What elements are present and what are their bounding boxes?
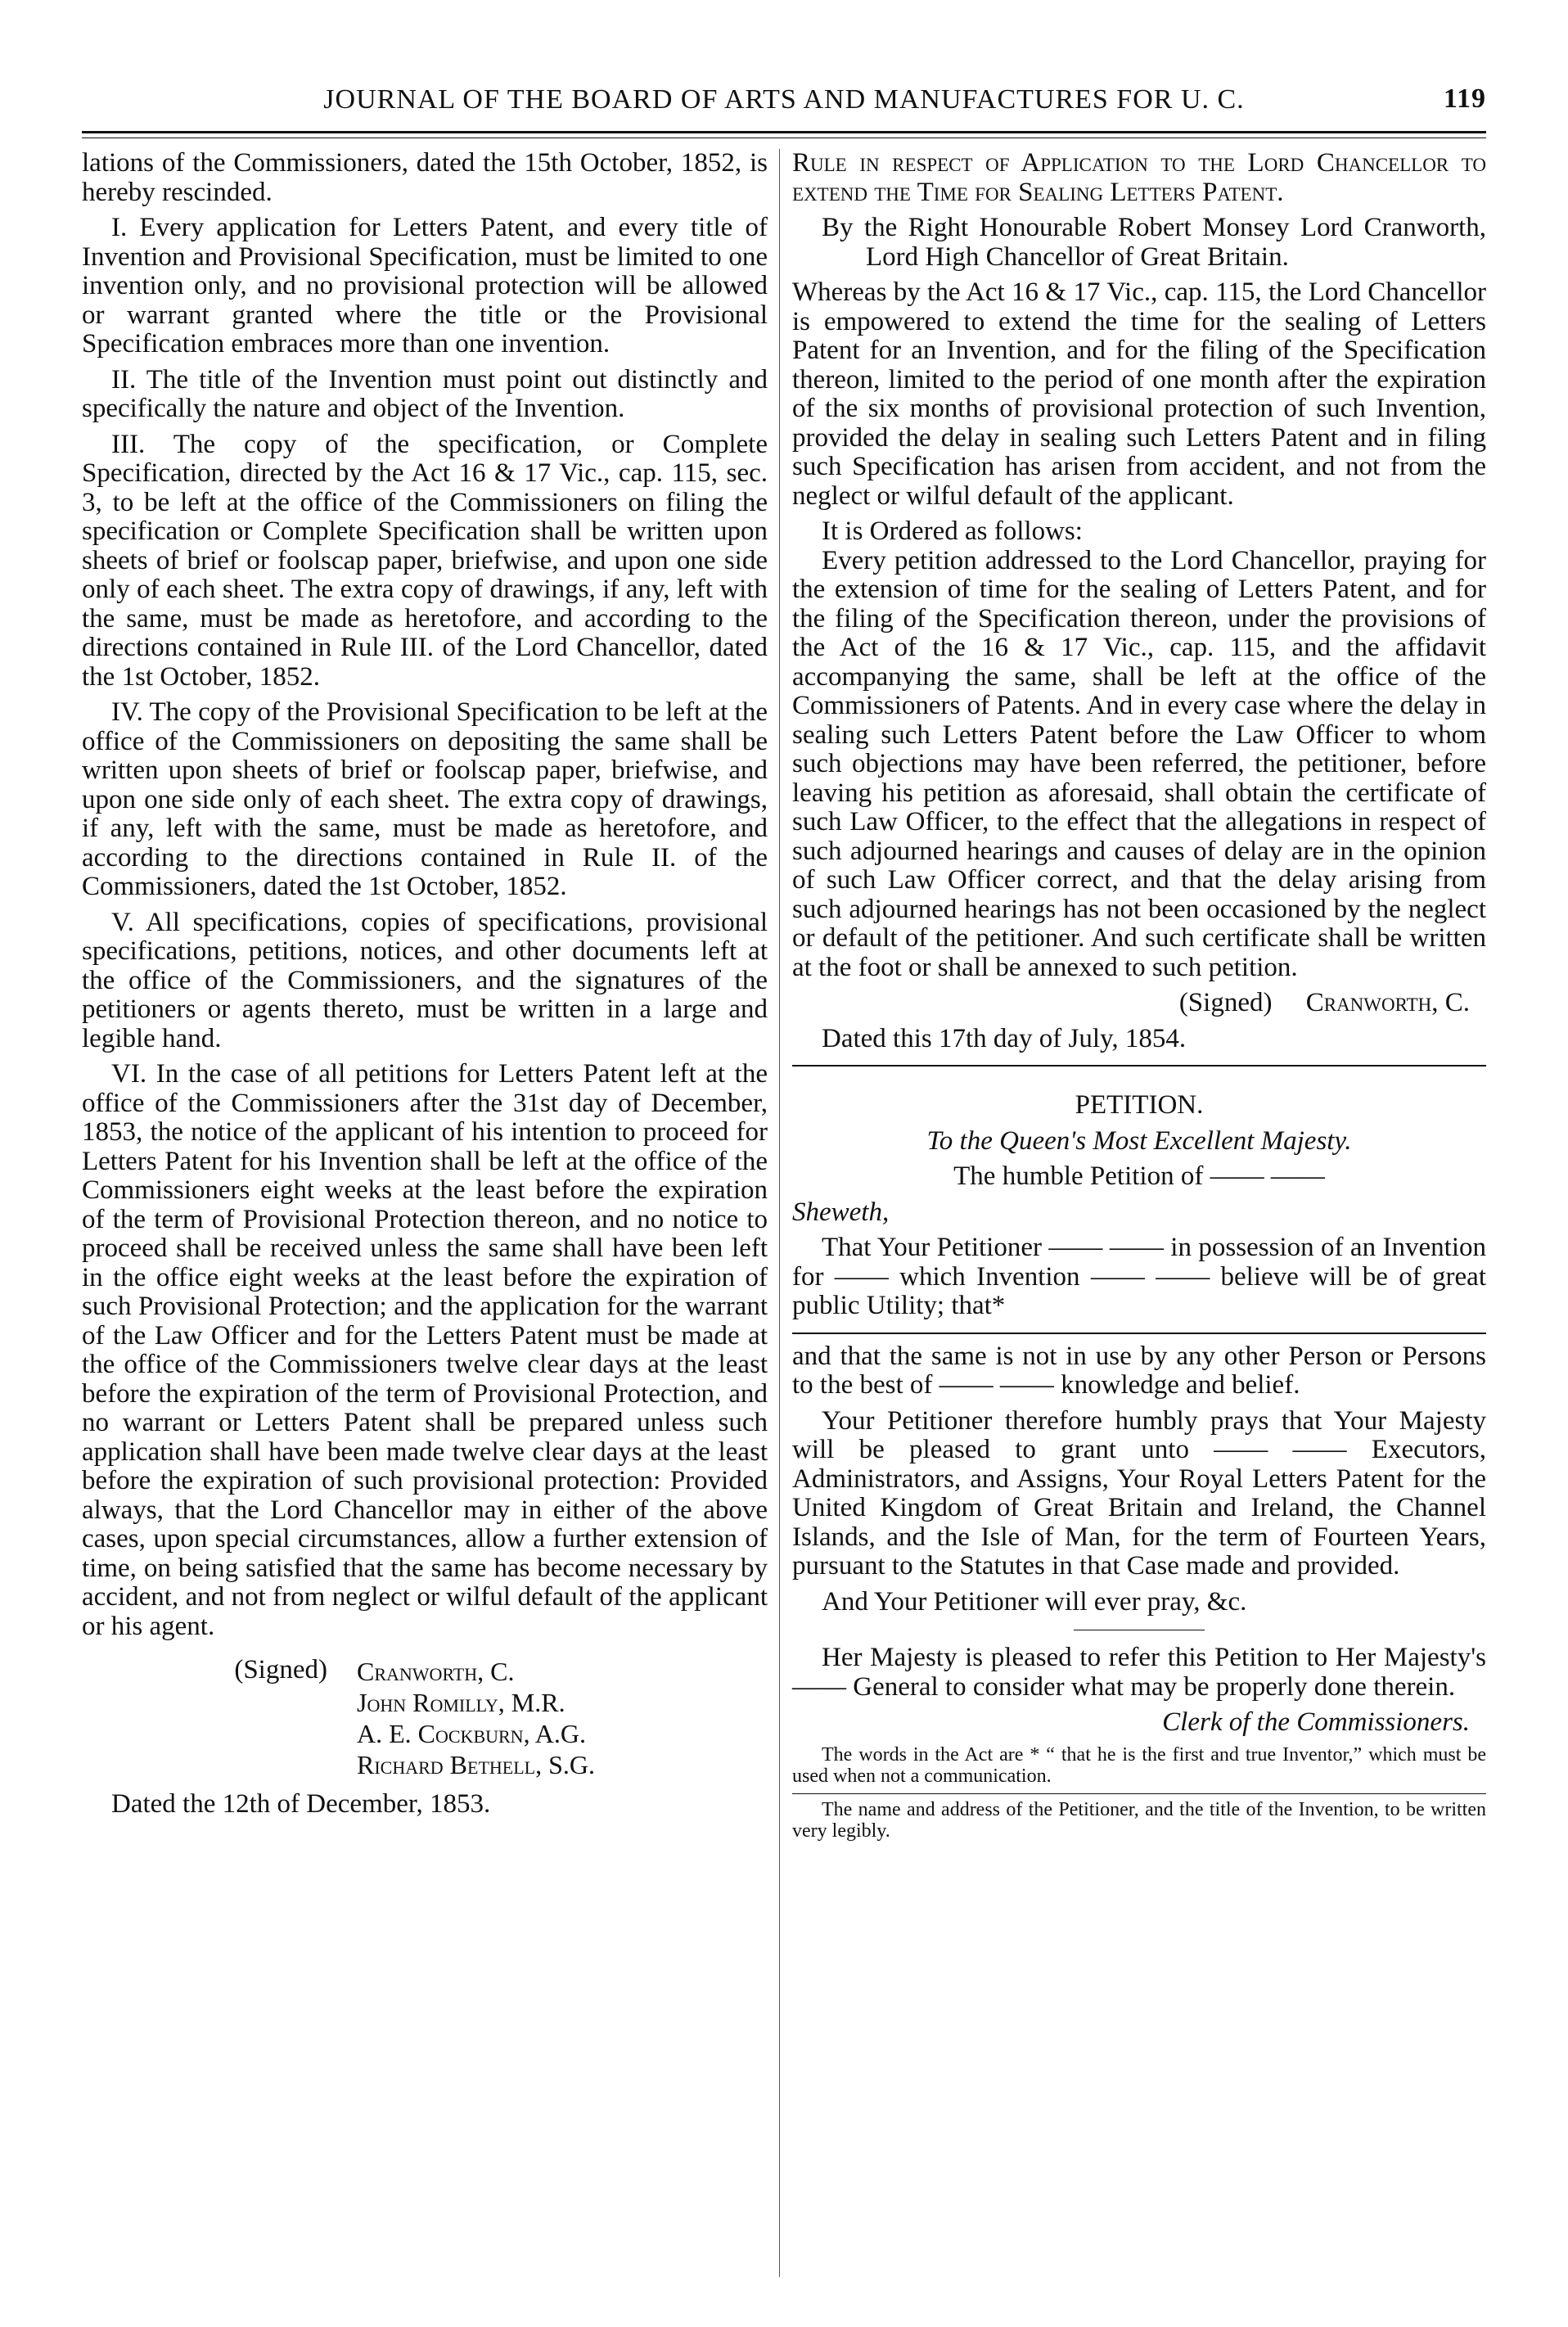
petition-title: PETITION. bbox=[1075, 1090, 1204, 1120]
ordered-line: It is Ordered as follows: bbox=[822, 516, 1083, 546]
section-rule bbox=[792, 1333, 1486, 1334]
rule-6-paragraph: VI. In the case of all petitions for Letters Patent left at the office of the Commissioners after the 31st day of December, 1853, the notice of the applicant of his intention to proceed for Letters Patent for his Invention shall be left at the office of the Commissioners eight weeks at the least before the expiration of the term of Provisional Protection thereon, and no notice to proceed shall be received unless the same shall have been left in the office eight weeks at the least before the expiration of such Provisional Protection; and the application for the warrant of the Law Officer and for the Letters Patent must be made at the office of the Commissioners twelve clear days at the least before the expiration of the term of Provisional Protection, and no warrant or Letters Patent shall be prepared unless such application shall have been made twelve clear days at the least before the expiration of such provisional protection: Provided always, that the Lord Chancellor may in either of the above cases, upon special circumstances, allow a further extension of time, on being satisfied that the same has become necessary by accident, and not from neglect or wilful default of the applicant or his agent. bbox=[82, 1059, 768, 1641]
petitioner-paragraph: That Your Petitioner —— —— in possession of an Invention for —— which Invention —— —— believe will be of great public Utility; that* bbox=[792, 1233, 1486, 1320]
journal-title: JOURNAL OF THE BOARD OF ARTS AND MANUFACTURES FOR U. C. bbox=[323, 84, 1245, 115]
page-number: 119 bbox=[1443, 83, 1486, 114]
signature-block bbox=[82, 1656, 768, 1780]
clerk-line: Clerk of the Commissioners. bbox=[1162, 1707, 1470, 1737]
rule-3-paragraph: III. The copy of the specification, or Complete Specification, directed by the Act 16 & 17 Vic., cap. 115, sec. 3, to be left at the office of the Commissioners on filing the specification or Complete Specification shall be written upon sheets of brief or foolscap paper, briefwise, and upon one side only of each sheet. The extra copy of drawings, if any, left with the same, must be made as heretofore, and according to the directions contained in Rule III. of the Lord Chancellor, dated the 1st October, 1852. bbox=[82, 429, 768, 692]
signatories-list bbox=[357, 1656, 595, 1780]
running-header bbox=[82, 75, 1486, 124]
right-column bbox=[792, 149, 1486, 1843]
rule-1-paragraph: I. Every application for Letters Patent, and every title of Invention and Provisional Specification, must be limited to one invention only, and no provisional protection will be allowed or warrant granted where the title or the Provisional Specification embraces more than one invention. bbox=[82, 213, 768, 359]
footnote: The words in the Act are * “ that he is the first and true Inventor,” which must be used when not a communication. bbox=[792, 1743, 1486, 1787]
prayer-paragraph: Your Petitioner therefore humbly prays that Your Majesty will be pleased to grant unto —— —— Executors, Administrators, and Assigns, Your Royal Letters Patent for the United Kingdom of Great Britain and Ireland, the Channel Islands, and the Isle of Man, for the term of Fourteen Years, pursuant to the Statutes in that Case made and provided. bbox=[792, 1405, 1486, 1581]
petition-rule-paragraph: Every petition addressed to the Lord Chancellor, praying for the extension of time for the sealing of Letters Patent, and for the filing of the Specification thereon, under the provisions of the Act of the 16 & 17 Vic., cap. 115, and the affidavit accompanying the same, shall be left at the office of the Commissioners of Patents. And in every case where the delay in sealing such Letters Patent before the Law Officer to whom such objections may have been referred, the petitioner, before leaving his petition as aforesaid, shall obtain the certificate of such Law Officer, to the effect that the allegations in respect of such adjourned hearings and causes of delay are in the opinion of such Law Officer correct, and that the delay arising from such adjourned hearings has not been occasioned by the neglect or default of the petitioner. And such certificate shall be written at the foot or shall be annexed to such petition. bbox=[792, 545, 1486, 982]
left-column bbox=[82, 149, 768, 1826]
whereas-paragraph: Whereas by the Act 16 & 17 Vic., cap. 115, the Lord Chancellor is empowered to extend the time for the sealing of Letters Patent for an Invention, and for the filing of the Specification thereon, limited to the period of one month after the expiration of the six months of provisional protection of such Invention, provided the delay in sealing such Letters Patent and in filing such Specification has arisen from accident, and not from the neglect or wilful default of the applicant. bbox=[792, 277, 1486, 511]
ever-pray-line: And Your Petitioner will ever pray, &c. bbox=[822, 1586, 1247, 1617]
rule-5-paragraph: V. All specifications, copies of specifications, provisional specifications, petitions, notices, and other documents left at the office of the Commissioners, and the signatures of the petitioners or agents thereto, must be written in a large and legible hand. bbox=[82, 907, 768, 1053]
signed-label: (Signed) bbox=[234, 1655, 327, 1684]
header-rule bbox=[82, 131, 1486, 133]
addressee-line: To the Queen's Most Excellent Majesty. bbox=[926, 1125, 1352, 1156]
dated-line: Dated the 12th of December, 1853. bbox=[111, 1789, 491, 1819]
referral-paragraph: Her Majesty is pleased to refer this Petition to Her Majesty's —— General to consider what may be properly done therein. bbox=[792, 1643, 1486, 1702]
footnote-rule bbox=[792, 1793, 1486, 1794]
intro-paragraph: lations of the Commissioners, dated the 15th October, 1852, is hereby rescinded. bbox=[82, 148, 768, 207]
humble-petition-line: The humble Petition of —— —— bbox=[953, 1161, 1325, 1191]
belief-paragraph: and that the same is not in use by any other Person or Persons to the best of —— —— knowledge and belief. bbox=[792, 1341, 1486, 1400]
sheweth-line: Sheweth, bbox=[792, 1197, 890, 1227]
signatory: Cranworth, C. bbox=[357, 1657, 515, 1686]
signatory: A. E. Cockburn, A.G. bbox=[357, 1719, 587, 1748]
by-line: By the Right Honourable Robert Monsey Lord Cranworth, Lord High Chancellor of Great Britain. bbox=[822, 213, 1486, 272]
signatory: John Romilly, M.R. bbox=[357, 1688, 565, 1717]
signed-line bbox=[792, 989, 1486, 1018]
rule-4-paragraph: IV. The copy of the Provisional Specification to be left at the office of the Commissioners on depositing the same shall be written upon sheets of brief or foolscap paper, briefwise, and upon one side only of each sheet. The extra copy of drawings, if any, left with the same, must be made as heretofore, and according to the directions contained in Rule II. of the Commissioners, dated the 1st October, 1852. bbox=[82, 697, 768, 901]
rule-2-paragraph: II. The title of the Invention must point out distinctly and specifically the nature and object of the Invention. bbox=[82, 364, 768, 423]
column-divider bbox=[779, 149, 780, 2277]
dated-line: Dated this 17th day of July, 1854. bbox=[822, 1023, 1187, 1053]
footnote: The name and address of the Petitioner, and the title of the Invention, to be written very legibly. bbox=[792, 1798, 1486, 1842]
signatory: Richard Bethell, S.G. bbox=[357, 1750, 596, 1779]
section-rule bbox=[792, 1065, 1486, 1067]
rule-heading: Rule in respect of Application to the Lord Chancellor to extend the Time for Sealing Letters Patent. bbox=[792, 148, 1486, 207]
signatory: Cranworth, C. bbox=[1305, 988, 1470, 1017]
signed-label: (Signed) bbox=[1178, 988, 1273, 1017]
